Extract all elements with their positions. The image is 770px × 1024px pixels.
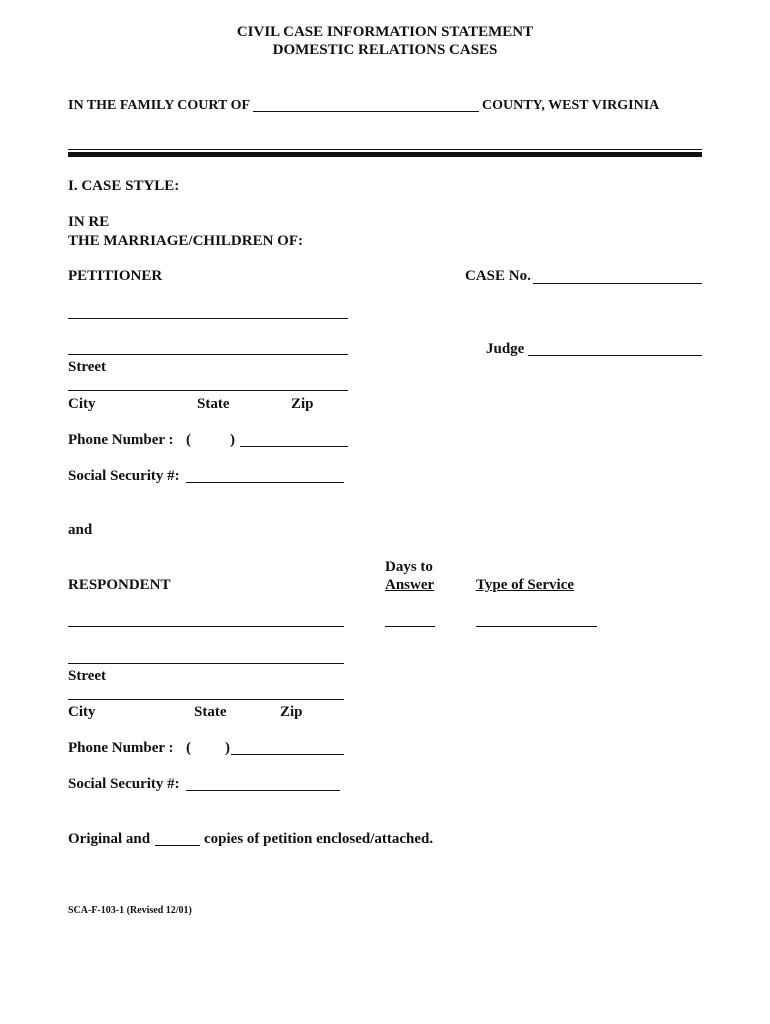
respondent-phone-field[interactable] xyxy=(231,754,344,755)
answer-label: Answer xyxy=(385,577,435,593)
copies-prefix: Original and xyxy=(68,831,151,847)
separator-thin xyxy=(68,149,702,150)
petitioner-zip-label: Zip xyxy=(291,396,314,412)
respondent-street-label: Street xyxy=(68,668,107,684)
case-number-field[interactable] xyxy=(533,283,702,284)
form-subtitle: DOMESTIC RELATIONS CASES xyxy=(272,42,498,58)
respondent-street-field[interactable] xyxy=(68,663,344,664)
form-title: CIVIL CASE INFORMATION STATEMENT xyxy=(236,24,534,40)
days-to-answer-field[interactable] xyxy=(385,626,435,627)
petitioner-state-label: State xyxy=(197,396,230,412)
copies-count-field[interactable] xyxy=(155,845,200,846)
respondent-phone-label: Phone Number : xyxy=(68,740,174,756)
petitioner-phone-field[interactable] xyxy=(240,446,348,447)
type-of-service-field[interactable] xyxy=(476,626,597,627)
respondent-name-field[interactable] xyxy=(68,626,344,627)
and-connector: and xyxy=(68,522,93,538)
marriage-of-label: THE MARRIAGE/CHILDREN OF: xyxy=(68,233,304,249)
respondent-city-field[interactable] xyxy=(68,699,344,700)
petitioner-area-code-field[interactable] xyxy=(194,446,226,447)
respondent-zip-label: Zip xyxy=(280,704,303,720)
case-style-heading: I. CASE STYLE: xyxy=(68,178,180,194)
petitioner-street-label: Street xyxy=(68,359,107,375)
respondent-ssn-label: Social Security #: xyxy=(68,776,180,792)
in-re-label: IN RE xyxy=(68,214,110,230)
petitioner-phone-open: ( xyxy=(186,432,191,448)
petitioner-street-field[interactable] xyxy=(68,354,348,355)
petitioner-name-field[interactable] xyxy=(68,318,348,319)
respondent-ssn-field[interactable] xyxy=(186,790,340,791)
petitioner-ssn-field[interactable] xyxy=(186,482,344,483)
petitioner-phone-label: Phone Number : xyxy=(68,432,174,448)
respondent-city-label: City xyxy=(68,704,96,720)
petitioner-ssn-label: Social Security #: xyxy=(68,468,180,484)
county-field[interactable] xyxy=(253,111,479,112)
form-id: SCA-F-103-1 (Revised 12/01) xyxy=(68,905,192,916)
petitioner-city-label: City xyxy=(68,396,96,412)
petitioner-phone-close: ) xyxy=(230,432,235,448)
judge-label: Judge xyxy=(486,341,525,357)
respondent-area-code-field[interactable] xyxy=(194,754,224,755)
copies-suffix: copies of petition enclosed/attached. xyxy=(204,831,434,847)
days-to-label: Days to xyxy=(385,559,433,575)
court-suffix: COUNTY, WEST VIRGINIA xyxy=(482,98,660,113)
judge-field[interactable] xyxy=(528,355,702,356)
respondent-heading: RESPONDENT xyxy=(68,577,171,593)
petitioner-city-field[interactable] xyxy=(68,390,348,391)
separator-thick xyxy=(68,152,702,157)
petitioner-heading: PETITIONER xyxy=(68,268,163,284)
respondent-state-label: State xyxy=(194,704,227,720)
case-number-label: CASE No. xyxy=(465,268,531,284)
respondent-phone-open: ( xyxy=(186,740,191,756)
type-of-service-label: Type of Service xyxy=(476,577,575,593)
court-prefix: IN THE FAMILY COURT OF xyxy=(68,98,251,113)
respondent-phone-close: ) xyxy=(225,740,230,756)
